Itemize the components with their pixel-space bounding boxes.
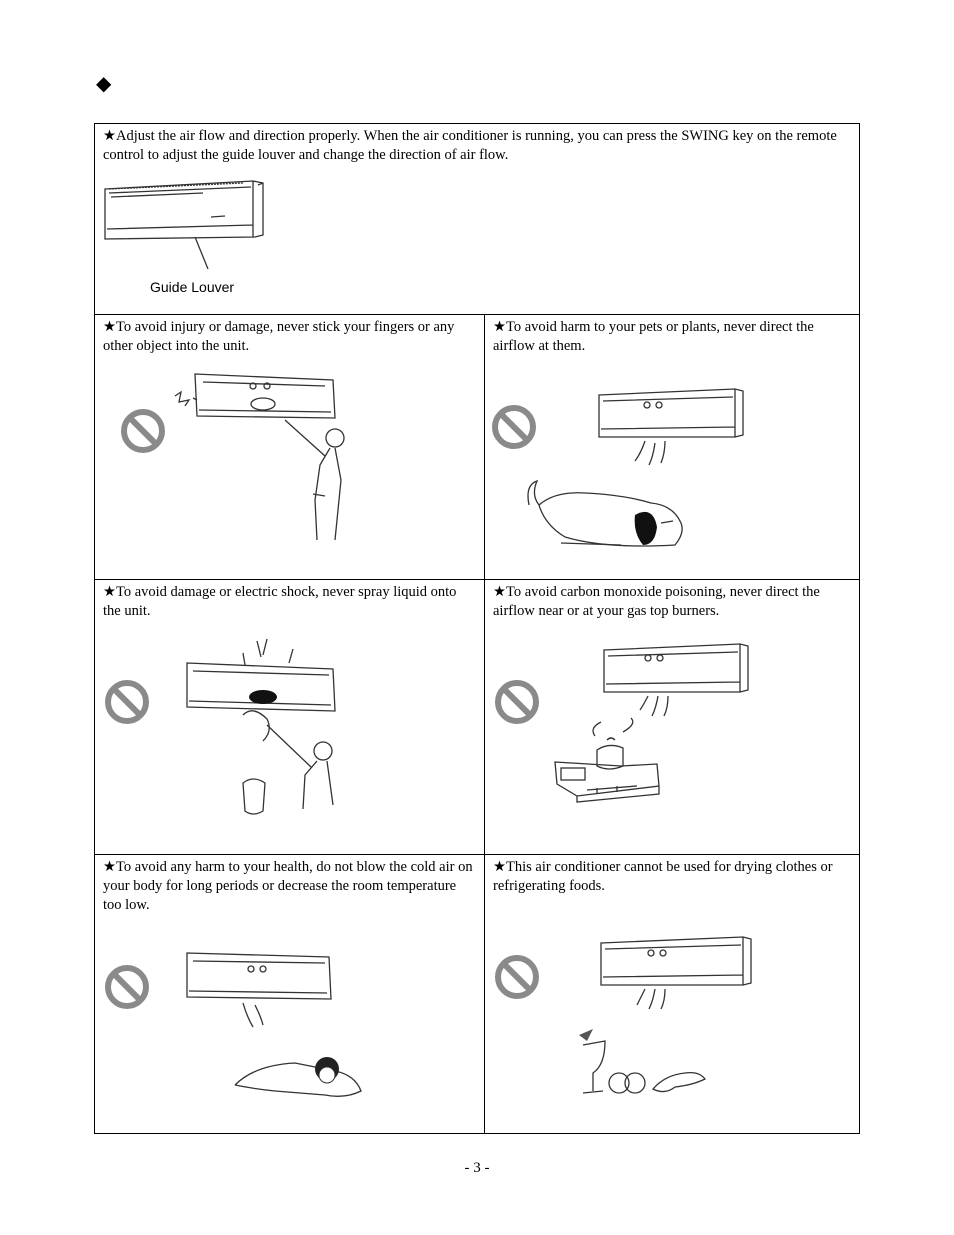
air-conditioner-airflow-illustration [595, 383, 755, 473]
cell-text: ★Adjust the air flow and direction properly. When the air conditioner is running, you can press the SWING key on the remote control to adjust the guide louver and change the direction of air flow. [103, 128, 837, 163]
guide-louver-label: Guide Louver [150, 279, 235, 295]
prohibited-icon [493, 678, 543, 728]
cell-text: ★This air conditioner cannot be used for drying clothes or refrigerating foods. [493, 859, 833, 894]
finger-in-unit-illustration [175, 370, 345, 540]
air-conditioner-illustration [103, 179, 273, 279]
spray-liquid-illustration [183, 635, 353, 825]
cell-text: ★To avoid damage or electric shock, never spray liquid onto the unit. [103, 584, 457, 619]
cell-text: ★To avoid any harm to your health, do not blow the cold air on your body for long periods or decrease the room temperature too low. [103, 859, 473, 913]
cell-swing-guide-louver [95, 124, 859, 314]
air-conditioner-airflow-illustration [600, 638, 760, 728]
cell-pets-warning [485, 315, 859, 579]
cell-spray-liquid-warning [95, 580, 484, 854]
cell-text: ★To avoid harm to your pets or plants, never direct the airflow at them. [493, 319, 814, 354]
air-conditioner-airflow-illustration [183, 947, 343, 1037]
cell-fingers-warning [95, 315, 484, 579]
cell-gas-burner-warning [485, 580, 859, 854]
prohibited-icon [119, 407, 169, 457]
gas-stove-illustration [547, 728, 677, 838]
diamond-bullet-icon: ◆ [96, 73, 112, 95]
dog-illustration [525, 475, 705, 565]
prohibited-icon [490, 403, 540, 453]
prohibited-icon [103, 678, 153, 728]
cell-text: ★To avoid injury or damage, never stick your fingers or any other object into the unit. [103, 319, 455, 354]
safety-instructions-table [94, 123, 860, 1134]
prohibited-icon [493, 953, 543, 1003]
sleeping-person-illustration [235, 1035, 375, 1115]
page-number: - 3 - [464, 1160, 490, 1176]
cell-drying-clothes-warning [485, 855, 859, 1134]
cell-cold-air-warning [95, 855, 484, 1134]
food-and-drink-illustration [575, 1025, 725, 1105]
air-conditioner-airflow-illustration [597, 931, 762, 1021]
cell-text: ★To avoid carbon monoxide poisoning, never direct the airflow near or at your gas top burners. [493, 584, 820, 619]
prohibited-icon [103, 963, 153, 1013]
